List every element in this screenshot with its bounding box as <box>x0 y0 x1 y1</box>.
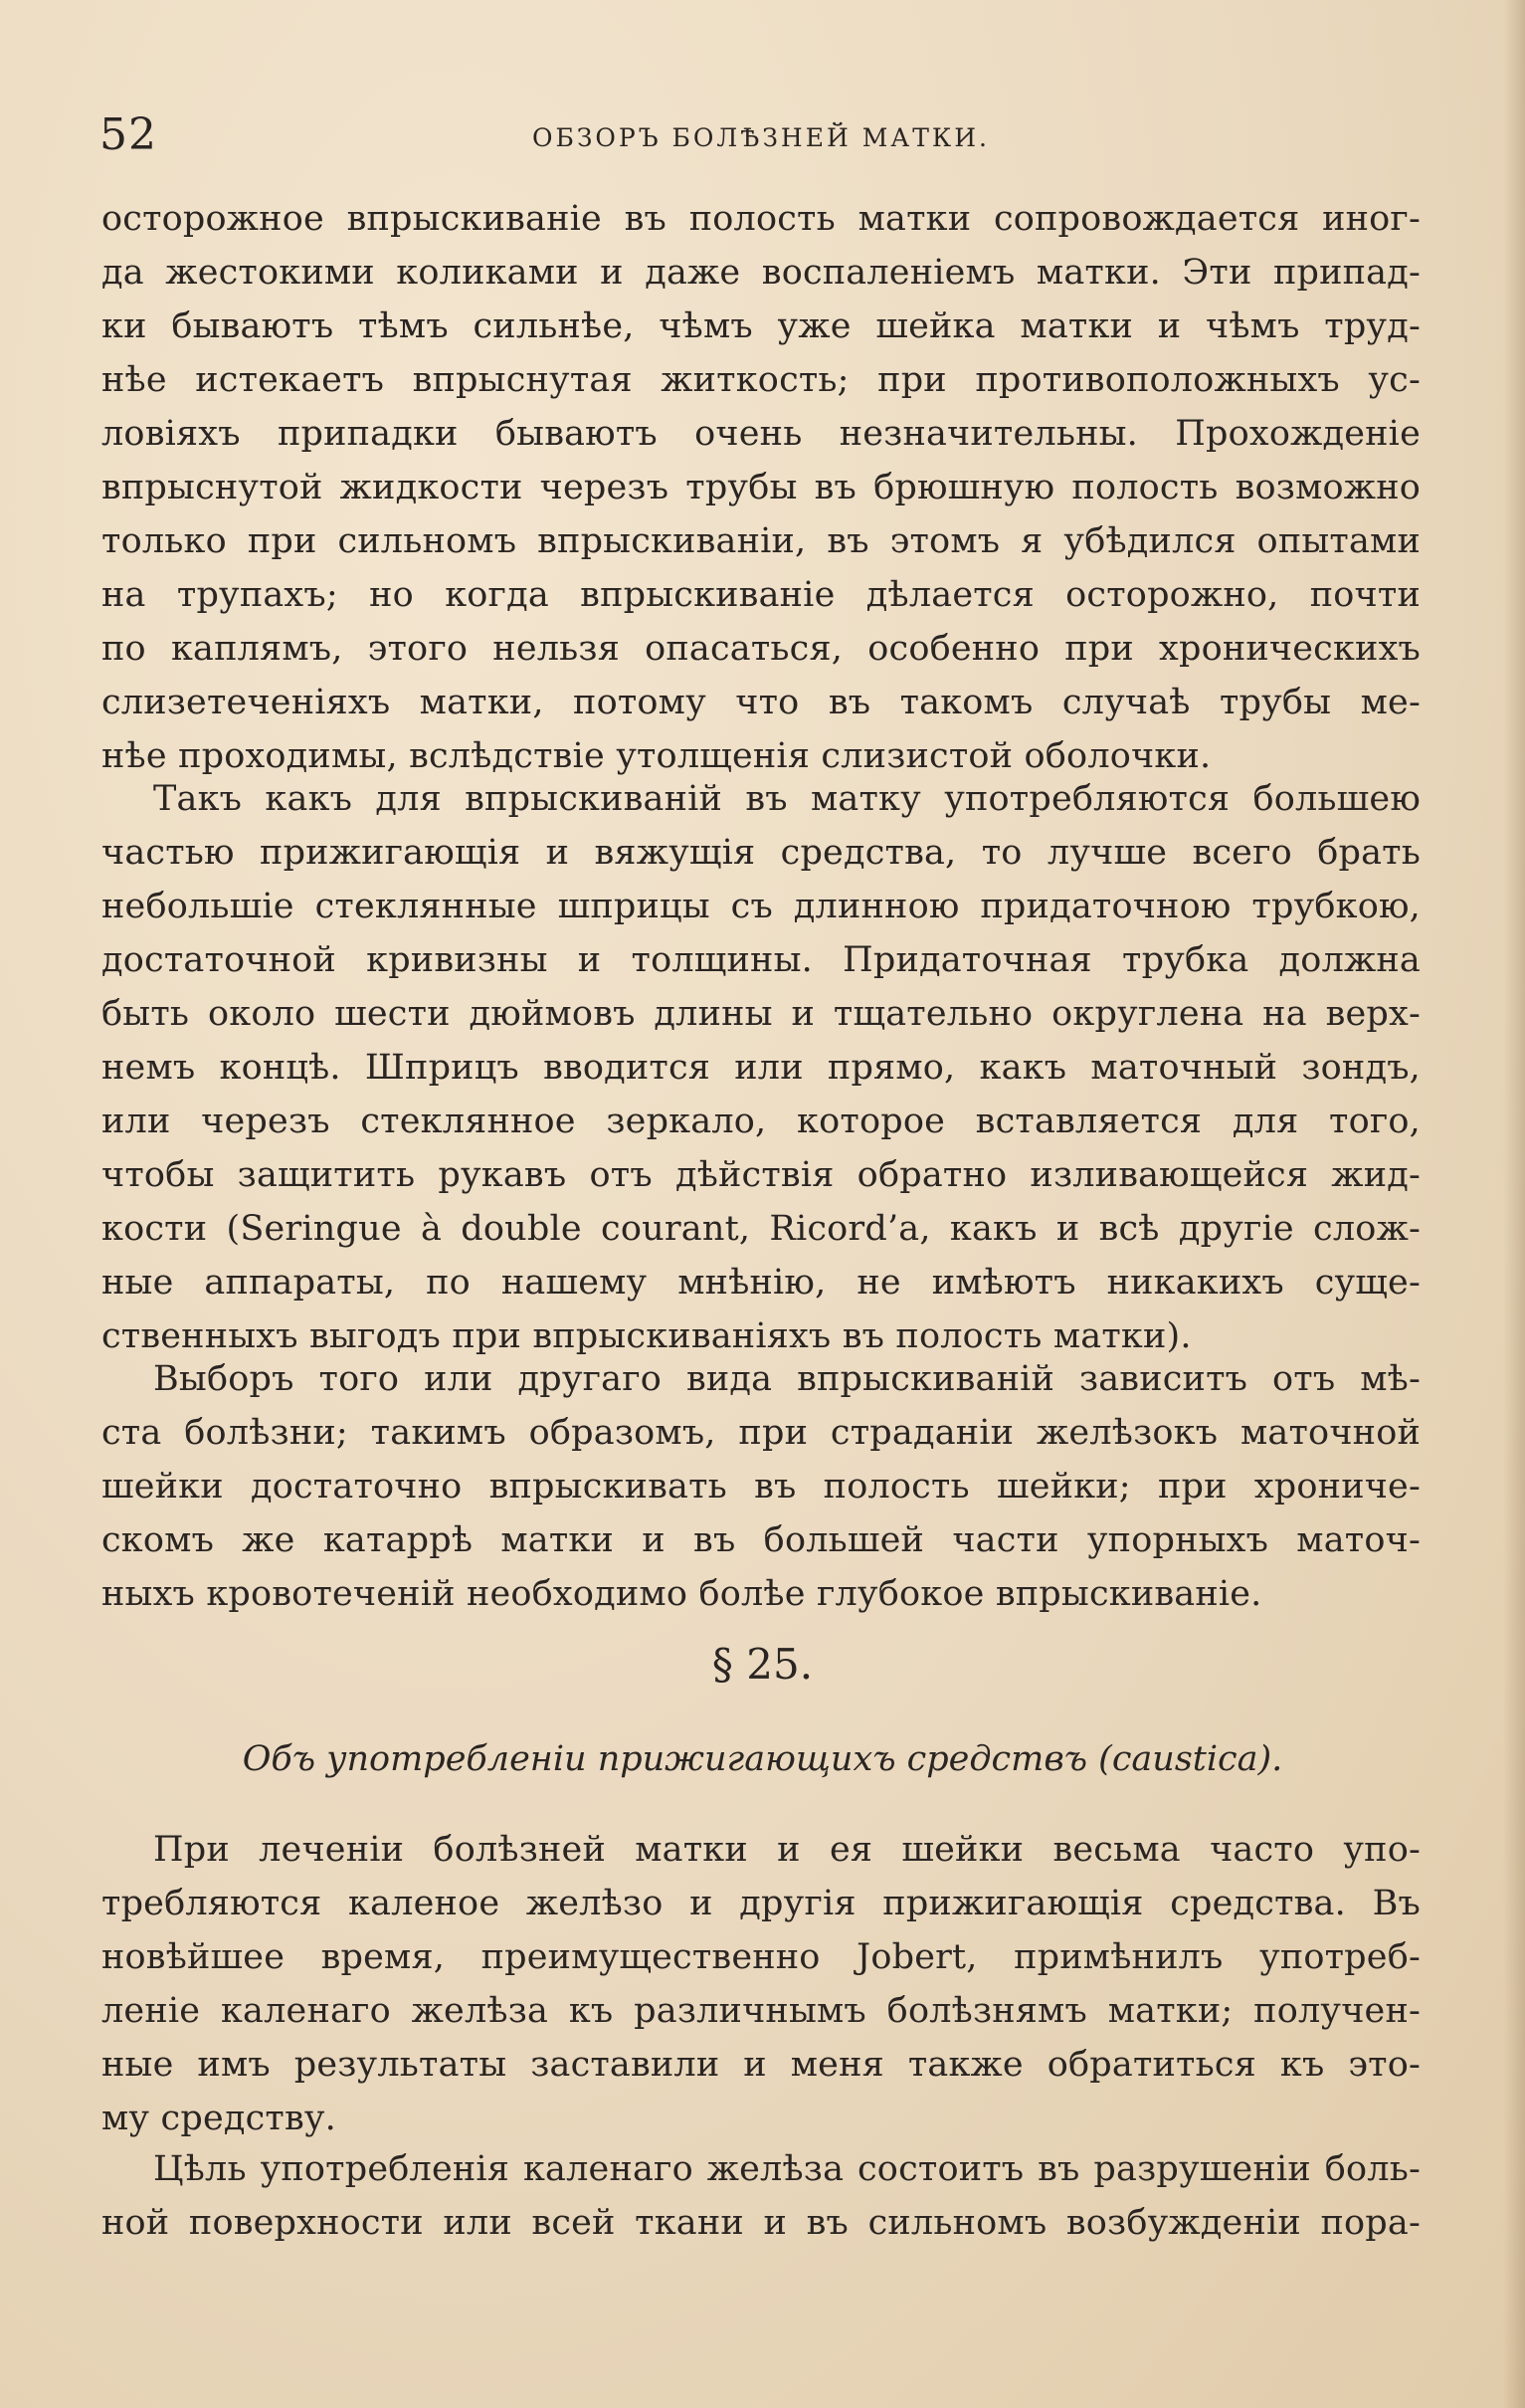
text-line: слизетеченiяхъ матки, потому что въ такомъ случаѣ трубы ме- <box>101 683 1421 722</box>
text-line: впрыснутой жидкости черезъ трубы въ брюшную полость возможно <box>101 468 1421 507</box>
text-line: нѣе проходимы, вслѣдствiе утолщенiя слизистой оболочки. <box>101 736 1212 776</box>
text-line: ловiяхъ припадки бываютъ очень незначительны. Прохожденiе <box>101 414 1421 454</box>
paragraph-choice <box>101 1352 1421 1621</box>
page-header <box>99 107 1423 163</box>
text-line: да жестокими коликами и даже воспаленiемъ матки. Эти припад- <box>101 253 1421 293</box>
text-line: или черезъ стеклянное зеркало, которое вставляется для того, <box>101 1102 1421 1141</box>
paragraph-continuation <box>101 192 1421 783</box>
section-number: § 25. <box>711 1640 814 1689</box>
paragraph-syringes <box>101 772 1421 1363</box>
page-edge-shadow <box>1503 0 1525 2408</box>
text-line: только при сильномъ впрыскиванiи, въ этомъ я убѣдился опытами <box>101 521 1421 561</box>
paragraph <box>101 1352 1421 1621</box>
text-line: осторожное впрыскиванiе въ полость матки сопровождается иног- <box>101 199 1421 239</box>
text-line: ленiе каленаго желѣза къ различнымъ болѣзнямъ матки; получен- <box>101 1991 1421 2031</box>
page-number: 52 <box>99 109 157 160</box>
text-line: нѣе истекаетъ впрыснутая житкость; при противоположныхъ ус- <box>101 360 1421 400</box>
text-line: ные имъ результаты заставили и меня также обратиться къ это- <box>101 2045 1421 2085</box>
text-line: достаточной кривизны и толщины. Придаточная трубка должна <box>101 940 1421 980</box>
text-line: новѣйшее время, преимущественно Jobert, примѣнилъ употреб- <box>101 1937 1421 1977</box>
text-line: ственныхъ выгодъ при впрыскиванiяхъ въ полость матки). <box>101 1316 1192 1356</box>
paragraph <box>101 2142 1421 2250</box>
text-line: Цѣль употребленiя каленаго желѣза состоитъ въ разрушенiи боль- <box>153 2149 1421 2189</box>
text-line: чтобы защитить рукавъ отъ дѣйствiя обратно изливающейся жид- <box>101 1155 1421 1195</box>
paragraph <box>101 1823 1421 2145</box>
text-line: кости (Seringue à double courant, Ricord’a, какъ и всѣ другiе слож- <box>101 1209 1421 1249</box>
text-line: ные аппараты, по нашему мнѣнiю, не имѣютъ никакихъ суще- <box>101 1263 1421 1303</box>
text-line: шейки достаточно впрыскивать въ полость шейки; при хрониче- <box>101 1467 1421 1506</box>
paragraph-cautery <box>101 1823 1421 2145</box>
paragraph <box>101 192 1421 783</box>
text-line: ныхъ кровотеченiй необходимо болѣе глубокое впрыскиванiе. <box>101 1574 1262 1614</box>
text-line: Такъ какъ для впрыскиванiй въ матку употребляются большею <box>153 779 1421 819</box>
text-line: му средству. <box>101 2099 337 2138</box>
text-line: скомъ же катаррѣ матки и въ большей части упорныхъ маточ- <box>101 1520 1421 1560</box>
text-line: ной поверхности или всей ткани и въ сильномъ возбужденiи пора- <box>101 2203 1421 2243</box>
section-title: Объ употребленiи прижигающихъ средствъ (caustica). <box>242 1739 1283 1779</box>
paragraph <box>101 772 1421 1363</box>
text-line: небольшiе стеклянные шприцы съ длинною придаточною трубкою, <box>101 887 1421 926</box>
text-line: быть около шести дюймовъ длины и тщательно округлена на верх- <box>101 994 1421 1034</box>
running-head: ОБЗОРЪ БОЛѢЗНЕЙ МАТКИ. <box>531 123 991 152</box>
text-line: ки бываютъ тѣмъ сильнѣе, чѣмъ уже шейка матки и чѣмъ труд- <box>101 306 1421 346</box>
text-line: на трупахъ; но когда впрыскиванiе дѣлается осторожно, почти <box>101 575 1421 615</box>
text-line: При леченiи болѣзней матки и ея шейки весьма часто упо- <box>153 1830 1421 1870</box>
text-line: Выборъ того или другаго вида впрыскиванiй зависитъ отъ мѣ- <box>153 1359 1421 1399</box>
text-line: немъ концѣ. Шприцъ вводится или прямо, какъ маточный зондъ, <box>101 1048 1421 1088</box>
text-line: ста болѣзни; такимъ образомъ, при страданiи желѣзокъ маточной <box>101 1413 1421 1453</box>
paragraph-purpose <box>101 2142 1421 2250</box>
text-line: по каплямъ, этого нельзя опасаться, особенно при хроническихъ <box>101 629 1421 669</box>
text-line: частью прижигающiя и вяжущiя средства, то лучше всего брать <box>101 833 1421 873</box>
text-line: требляются каленое желѣзо и другiя прижигающiя средства. Въ <box>101 1884 1421 1923</box>
